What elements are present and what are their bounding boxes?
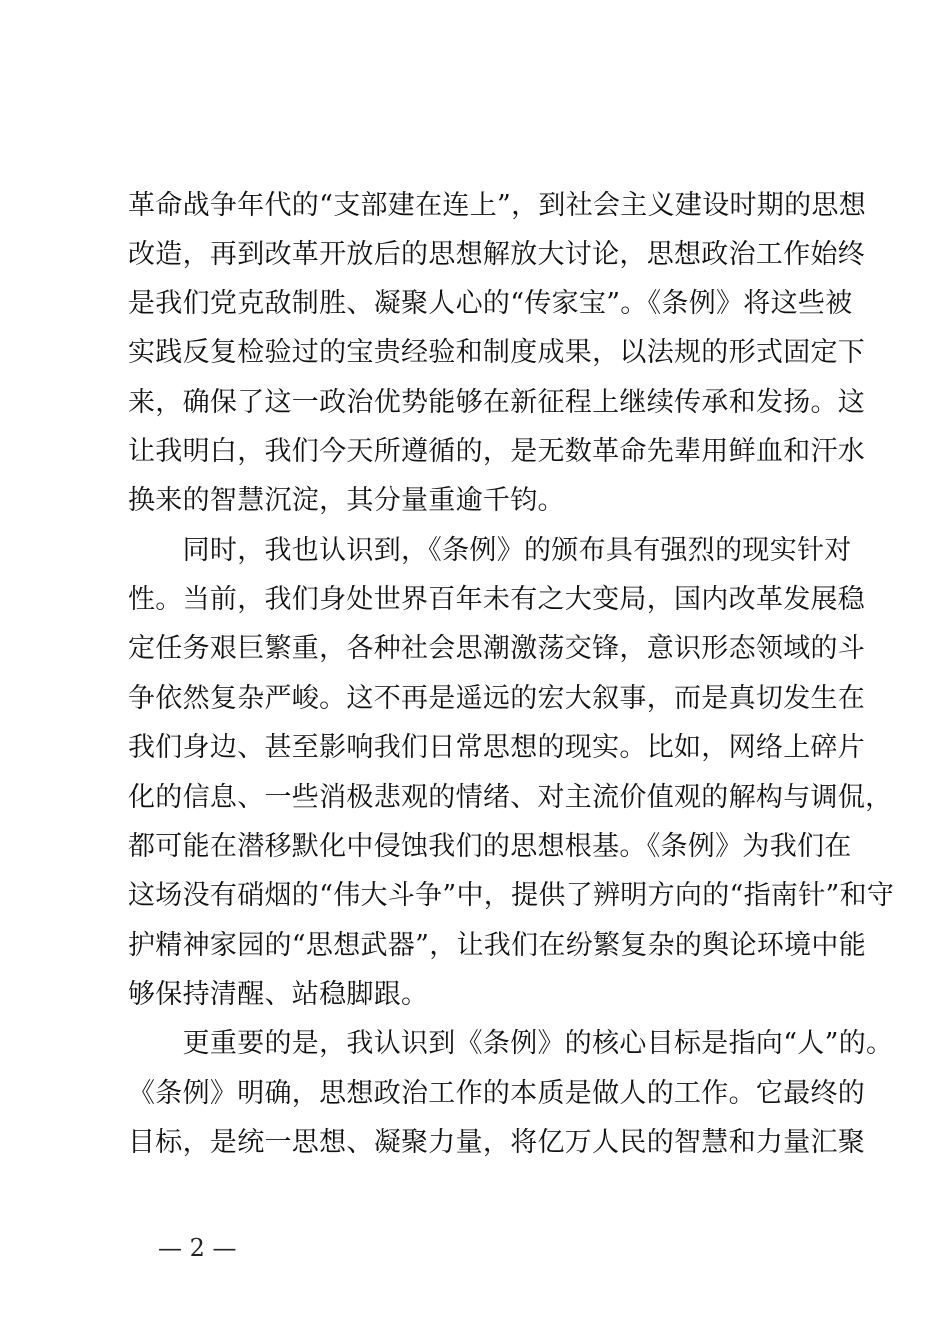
page-number: — 2 — bbox=[158, 1234, 237, 1262]
text-line-18: 更重要的是，我认识到《条例》的核心目标是指向“人”的。 bbox=[128, 1028, 894, 1059]
text-line-6: 让我明白，我们今天所遵循的，是无数革命先辈用鲜血和汗水 bbox=[128, 436, 866, 467]
text-line-15: 这场没有硝烟的“伟大斗争”中，提供了辨明方向的“指南针”和守 bbox=[128, 880, 895, 911]
text-line-7: 换来的智慧沉淀，其分量重逾千钧。 bbox=[128, 485, 565, 516]
text-line-11: 争依然复杂严峻。这不再是遥远的宏大叙事，而是真切发生在 bbox=[128, 683, 866, 714]
text-line-14: 都可能在潜移默化中侵蚀我们的思想根基。《条例》为我们在 bbox=[128, 831, 852, 862]
text-line-20: 目标，是统一思想、凝聚力量，将亿万人民的智慧和力量汇聚 bbox=[128, 1127, 866, 1158]
text-line-9: 性。当前，我们身处世界百年未有之大变局，国内改革发展稳 bbox=[128, 584, 866, 615]
text-line-2: 改造，再到改革开放后的思想解放大讨论，思想政治工作始终 bbox=[128, 239, 866, 270]
text-line-1: 革命战争年代的“支部建在连上”，到社会主义建设时期的思想 bbox=[128, 190, 867, 221]
text-line-17: 够保持清醒、站稳脚跟。 bbox=[128, 979, 429, 1010]
text-line-3: 是我们党克敌制胜、凝聚人心的“传家宝”。《条例》将这些被 bbox=[128, 288, 853, 319]
text-line-8: 同时，我也认识到，《条例》的颁布具有强烈的现实针对 bbox=[128, 535, 852, 566]
text-line-5: 来，确保了这一政治优势能够在新征程上继续传承和发扬。这 bbox=[128, 387, 866, 418]
text-line-4: 实践反复检验过的宝贵经验和制度成果，以法规的形式固定下 bbox=[128, 337, 866, 368]
text-line-12: 我们身边、甚至影响我们日常思想的现实。比如，网络上碎片 bbox=[128, 732, 866, 763]
text-line-13: 化的信息、一些消极悲观的情绪、对主流价值观的解构与调侃， bbox=[128, 782, 893, 813]
text-line-16: 护精神家园的“思想武器”，让我们在纷繁复杂的舆论环境中能 bbox=[128, 930, 867, 961]
text-line-10: 定任务艰巨繁重，各种社会思潮激荡交锋，意识形态领域的斗 bbox=[128, 633, 866, 664]
text-line-19: 《条例》明确，思想政治工作的本质是做人的工作。它最终的 bbox=[128, 1078, 866, 1109]
